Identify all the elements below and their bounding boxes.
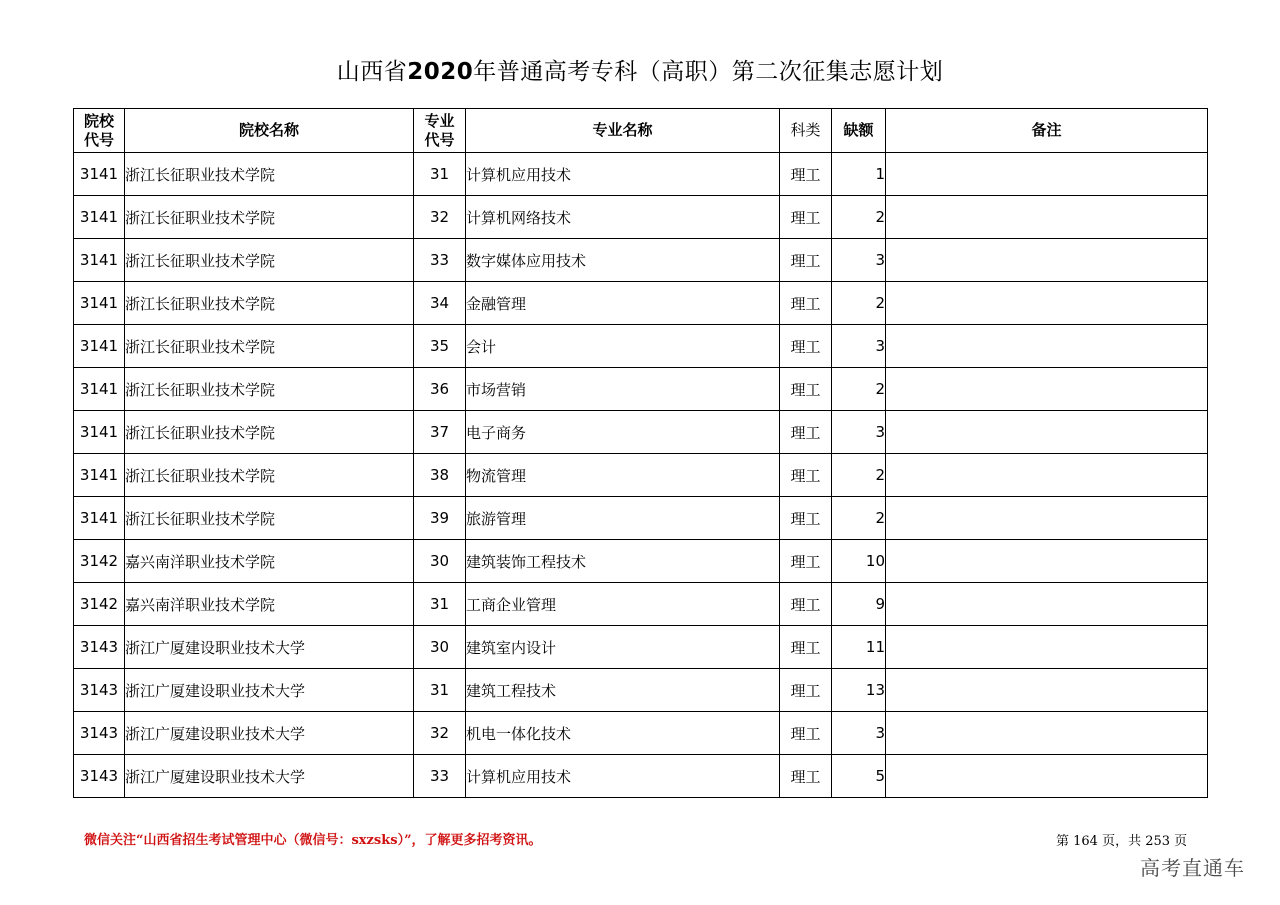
table-row	[74, 153, 1208, 196]
enrollment-plan-table	[73, 108, 1208, 798]
table-row	[74, 411, 1208, 454]
cell-major-name: 金融管理	[466, 282, 780, 325]
cell-major-name: 会计	[466, 325, 780, 368]
title-suffix: 年普通高考专科（高职）第二次征集志愿计划	[473, 59, 944, 85]
cell-category: 理工	[780, 712, 832, 755]
cell-major-name: 建筑工程技术	[466, 669, 780, 712]
cell-note	[886, 540, 1208, 583]
header-school-code: 院校 代号	[74, 109, 125, 153]
cell-quota: 5	[832, 755, 886, 798]
cell-category: 理工	[780, 540, 832, 583]
cell-quota: 11	[832, 626, 886, 669]
cell-category: 理工	[780, 282, 832, 325]
cell-school-name: 浙江广厦建设职业技术大学	[125, 669, 414, 712]
cell-school-code: 3141	[74, 196, 125, 239]
cell-major-name: 工商企业管理	[466, 583, 780, 626]
table-row	[74, 454, 1208, 497]
cell-note	[886, 626, 1208, 669]
cell-school-name: 浙江广厦建设职业技术大学	[125, 755, 414, 798]
cell-quota: 2	[832, 196, 886, 239]
cell-note	[886, 196, 1208, 239]
table-row	[74, 540, 1208, 583]
table-row	[74, 712, 1208, 755]
header-major-name: 专业名称	[466, 109, 780, 153]
wechat-notice: 微信关注“山西省招生考试管理中心（微信号：sxzsks）”，了解更多招考资讯。	[84, 833, 542, 848]
header-category: 科类	[780, 109, 832, 153]
cell-quota: 13	[832, 669, 886, 712]
cell-school-code: 3141	[74, 325, 125, 368]
cell-school-code: 3142	[74, 540, 125, 583]
cell-school-name: 浙江广厦建设职业技术大学	[125, 712, 414, 755]
cell-quota: 2	[832, 454, 886, 497]
cell-school-name: 嘉兴南洋职业技术学院	[125, 583, 414, 626]
cell-note	[886, 669, 1208, 712]
cell-quota: 2	[832, 497, 886, 540]
cell-major-name: 旅游管理	[466, 497, 780, 540]
cell-school-name: 浙江长征职业技术学院	[125, 454, 414, 497]
cell-quota: 9	[832, 583, 886, 626]
table-row	[74, 282, 1208, 325]
cell-school-name: 浙江长征职业技术学院	[125, 497, 414, 540]
cell-note	[886, 325, 1208, 368]
cell-quota: 3	[832, 325, 886, 368]
cell-category: 理工	[780, 411, 832, 454]
cell-note	[886, 497, 1208, 540]
cell-quota: 1	[832, 153, 886, 196]
cell-category: 理工	[780, 239, 832, 282]
cell-school-name: 浙江广厦建设职业技术大学	[125, 626, 414, 669]
cell-school-code: 3141	[74, 497, 125, 540]
cell-major-name: 计算机网络技术	[466, 196, 780, 239]
cell-school-name: 浙江长征职业技术学院	[125, 239, 414, 282]
cell-quota: 3	[832, 411, 886, 454]
cell-category: 理工	[780, 583, 832, 626]
cell-major-code: 31	[414, 669, 466, 712]
cell-major-code: 38	[414, 454, 466, 497]
cell-category: 理工	[780, 626, 832, 669]
cell-major-name: 数字媒体应用技术	[466, 239, 780, 282]
cell-school-code: 3141	[74, 282, 125, 325]
cell-school-name: 浙江长征职业技术学院	[125, 411, 414, 454]
header-quota: 缺额	[832, 109, 886, 153]
cell-quota: 2	[832, 282, 886, 325]
cell-school-code: 3142	[74, 583, 125, 626]
page-number: 第 164 页，共 253 页	[1056, 834, 1188, 849]
cell-note	[886, 239, 1208, 282]
cell-category: 理工	[780, 497, 832, 540]
cell-note	[886, 755, 1208, 798]
table-row	[74, 626, 1208, 669]
cell-school-code: 3143	[74, 755, 125, 798]
cell-major-name: 机电一体化技术	[466, 712, 780, 755]
cell-major-code: 39	[414, 497, 466, 540]
title-year: 2020	[407, 59, 474, 85]
table-row	[74, 497, 1208, 540]
cell-school-code: 3143	[74, 712, 125, 755]
cell-category: 理工	[780, 454, 832, 497]
header-school-name: 院校名称	[125, 109, 414, 153]
cell-major-name: 计算机应用技术	[466, 755, 780, 798]
cell-major-name: 建筑装饰工程技术	[466, 540, 780, 583]
cell-quota: 10	[832, 540, 886, 583]
table-row	[74, 755, 1208, 798]
table-row	[74, 669, 1208, 712]
cell-major-code: 37	[414, 411, 466, 454]
cell-school-name: 嘉兴南洋职业技术学院	[125, 540, 414, 583]
table-row	[74, 196, 1208, 239]
table-header-row	[74, 109, 1208, 153]
cell-major-code: 30	[414, 626, 466, 669]
table-row	[74, 583, 1208, 626]
watermark-text: 高考直通车	[1140, 856, 1245, 880]
cell-school-code: 3141	[74, 454, 125, 497]
cell-school-code: 3141	[74, 153, 125, 196]
cell-school-name: 浙江长征职业技术学院	[125, 325, 414, 368]
cell-school-code: 3141	[74, 411, 125, 454]
cell-major-code: 33	[414, 755, 466, 798]
cell-school-name: 浙江长征职业技术学院	[125, 196, 414, 239]
cell-quota: 3	[832, 712, 886, 755]
cell-major-name: 电子商务	[466, 411, 780, 454]
cell-note	[886, 411, 1208, 454]
cell-school-name: 浙江长征职业技术学院	[125, 153, 414, 196]
cell-major-name: 物流管理	[466, 454, 780, 497]
cell-school-code: 3143	[74, 626, 125, 669]
cell-major-code: 32	[414, 196, 466, 239]
cell-school-code: 3141	[74, 239, 125, 282]
cell-major-name: 市场营销	[466, 368, 780, 411]
cell-category: 理工	[780, 196, 832, 239]
cell-quota: 2	[832, 368, 886, 411]
title-prefix: 山西省	[336, 59, 408, 85]
cell-category: 理工	[780, 368, 832, 411]
cell-major-code: 31	[414, 153, 466, 196]
cell-note	[886, 153, 1208, 196]
cell-major-code: 30	[414, 540, 466, 583]
cell-school-name: 浙江长征职业技术学院	[125, 282, 414, 325]
cell-major-code: 36	[414, 368, 466, 411]
table-row	[74, 325, 1208, 368]
header-note: 备注	[886, 109, 1208, 153]
cell-note	[886, 454, 1208, 497]
cell-note	[886, 282, 1208, 325]
cell-quota: 3	[832, 239, 886, 282]
header-major-code: 专业 代号	[414, 109, 466, 153]
table-row	[74, 368, 1208, 411]
cell-category: 理工	[780, 669, 832, 712]
cell-major-code: 35	[414, 325, 466, 368]
cell-school-code: 3143	[74, 669, 125, 712]
cell-major-code: 33	[414, 239, 466, 282]
cell-major-code: 34	[414, 282, 466, 325]
page-title	[0, 56, 1280, 88]
cell-major-name: 计算机应用技术	[466, 153, 780, 196]
cell-note	[886, 712, 1208, 755]
cell-category: 理工	[780, 755, 832, 798]
cell-note	[886, 368, 1208, 411]
cell-category: 理工	[780, 153, 832, 196]
cell-school-name: 浙江长征职业技术学院	[125, 368, 414, 411]
cell-school-code: 3141	[74, 368, 125, 411]
cell-major-name: 建筑室内设计	[466, 626, 780, 669]
cell-category: 理工	[780, 325, 832, 368]
cell-major-code: 32	[414, 712, 466, 755]
cell-major-code: 31	[414, 583, 466, 626]
table-row	[74, 239, 1208, 282]
cell-note	[886, 583, 1208, 626]
